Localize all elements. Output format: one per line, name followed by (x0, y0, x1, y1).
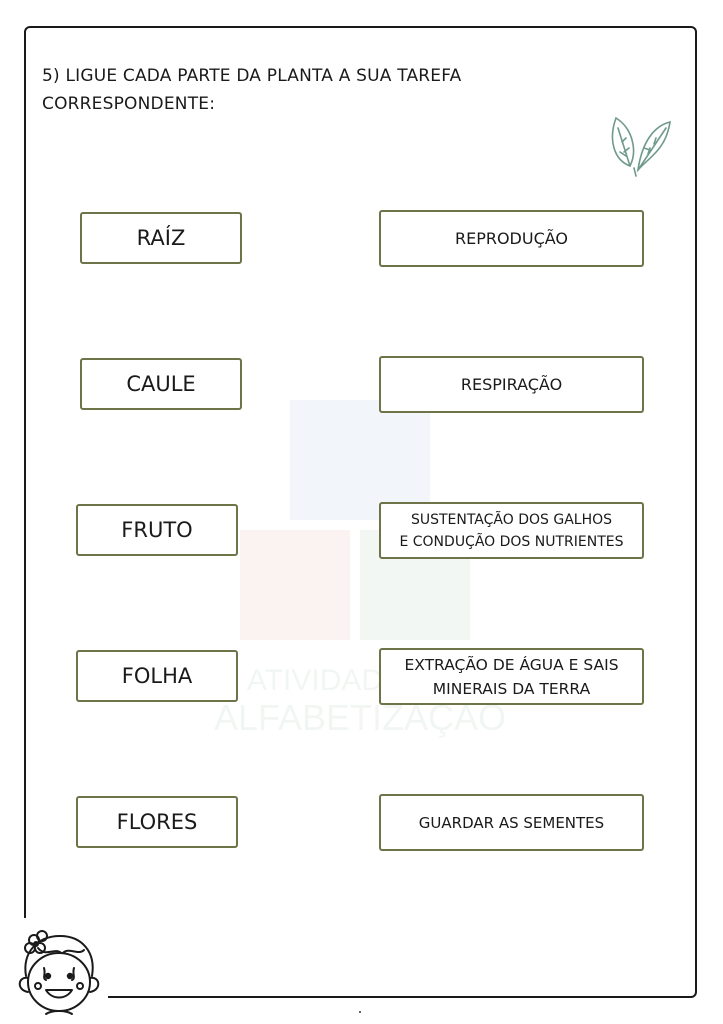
function-sustentacao[interactable] (379, 502, 644, 559)
function-respiracao[interactable] (379, 356, 644, 413)
function-label: GUARDAR AS SEMENTES (418, 813, 605, 832)
function-label: REPRODUÇÃO (454, 229, 569, 248)
plant-part-fruto[interactable] (76, 504, 238, 556)
plant-part-folha[interactable] (76, 650, 238, 702)
leaf-icon (604, 110, 676, 182)
plant-part-raiz[interactable] (80, 212, 242, 264)
plant-part-label: FRUTO (121, 518, 193, 542)
function-label: SUSTENTAÇÃO DOS GALHOS E CONDUÇÃO DOS NUTRIENTES (399, 511, 624, 550)
function-label: RESPIRAÇÃO (460, 375, 563, 394)
plant-part-caule[interactable] (80, 358, 242, 410)
function-extracao[interactable] (379, 648, 644, 705)
exercise-title: 5) LIGUE CADA PARTE DA PLANTA A SUA TAREFA CORRESPONDENTE: (42, 66, 462, 114)
function-reproducao[interactable] (379, 210, 644, 267)
plant-part-label: FOLHA (121, 664, 193, 688)
plant-part-label: FLORES (116, 810, 198, 834)
plant-part-flores[interactable] (76, 796, 238, 848)
watermark-line1: ATIVIDADES DE (246, 664, 474, 697)
plant-part-label: CAULE (126, 372, 196, 396)
girl-mascot-icon (8, 918, 108, 1018)
function-label: EXTRAÇÃO DE ÁGUA E SAIS MINERAIS DA TERRA (404, 655, 619, 698)
page-dot (359, 1011, 361, 1013)
watermark-line2: ALFABETIZAÇÃO (213, 697, 507, 738)
function-guardar-sementes[interactable] (379, 794, 644, 851)
plant-part-label: RAÍZ (136, 226, 186, 250)
